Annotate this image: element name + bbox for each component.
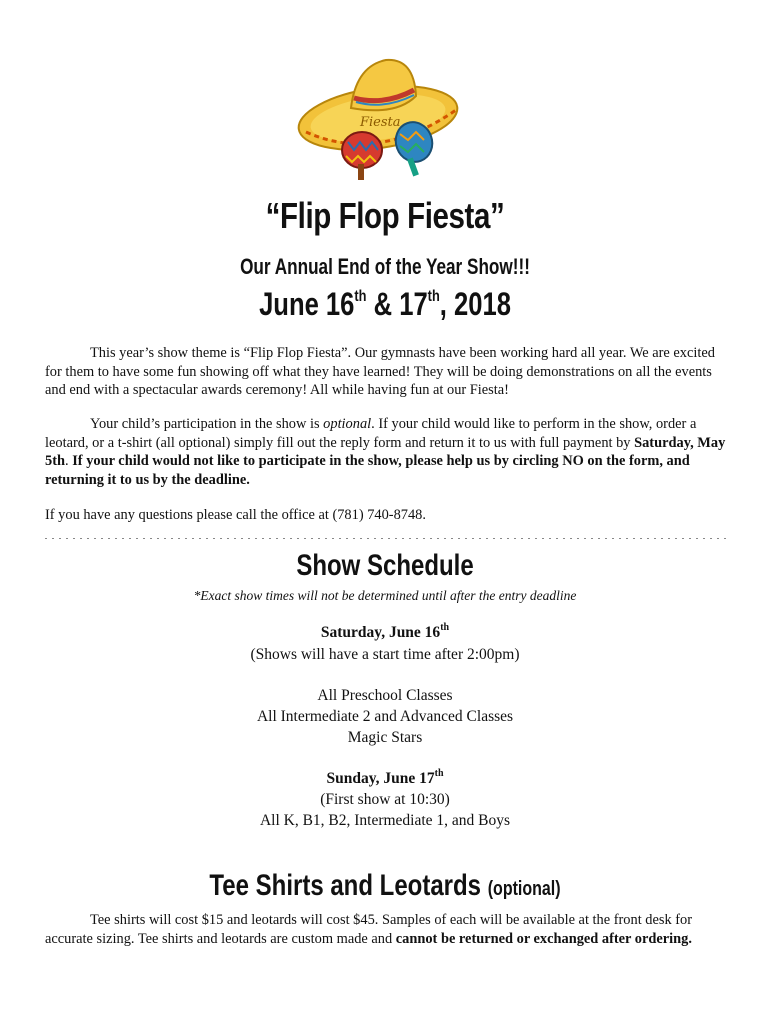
participation-text-c: . <box>65 453 73 469</box>
opt-out-instructions: If your child would not like to participate in the show, please help us by circling NO on the form, and returning it to us by the deadline. <box>45 453 690 488</box>
participation-text-a: Your child’s participation in the show is <box>90 416 324 432</box>
saturday-day-sup: th <box>440 622 450 633</box>
tee-shirts-paragraph <box>45 911 729 948</box>
date-part-3: , 2018 <box>439 286 511 322</box>
saturday-class: All Intermediate 2 and Advanced Classes <box>256 708 514 725</box>
participation-text-b: . If your child would like to perform in the show, order a leotard, or a t-shirt (all optional) simply fill out the reply form and return it to us with full payment by <box>45 416 697 451</box>
intro-text: This year’s show theme is “Flip Flop Fiesta”. Our gymnasts have been working hard all year. We are excited for them to have some fun showing off what they have learned! They will be doing demonstrations on all the events and end with a spectacular awards ceremony! All while having fun at our Fiesta! <box>45 345 715 398</box>
sombrero-maracas-logo <box>296 46 474 186</box>
saturday-class: Magic Stars <box>347 729 423 746</box>
date-sup-1: th <box>354 288 367 305</box>
no-returns-notice: cannot be returned or exchanged after ordering. <box>395 930 692 947</box>
logo-script-text: Fiesta <box>360 115 401 130</box>
page-title: “Flip Flop Fiesta” <box>265 195 505 236</box>
optional-emphasis: optional <box>323 416 372 432</box>
sunday-day-sup: th <box>434 768 444 779</box>
sunday-time: (First show at 10:30) <box>320 791 450 808</box>
tee-text: Tee shirts will cost $15 and leotards will cost $45. Samples of each will be available at the front desk for accurate sizing. Tee shirts and leotards are custom made and <box>45 912 693 947</box>
saturday-class: All Preschool Classes <box>317 687 453 704</box>
sunday-heading <box>0 769 770 789</box>
saturday-time: (Shows will have a start time after 2:00pm) <box>250 646 520 663</box>
date-sup-2: th <box>427 288 440 305</box>
dotted-divider <box>45 536 729 542</box>
sunday-class: All K, B1, B2, Intermediate 1, and Boys <box>259 812 511 829</box>
deadline-date: Saturday, May 5th <box>45 434 726 469</box>
contact-paragraph: If you have any questions please call the office at (781) 740-8748. <box>45 507 426 523</box>
tee-shirts-heading <box>77 868 693 907</box>
tee-heading-text: Tee Shirts and Leotards <box>209 869 482 902</box>
participation-paragraph <box>45 415 729 489</box>
tee-heading-optional: (optional) <box>487 878 561 900</box>
date-part-2: & 17 <box>366 286 428 322</box>
date-part-1: June 16 <box>259 286 355 322</box>
show-schedule-heading: Show Schedule <box>296 549 474 582</box>
sunday-day: Sunday, June 17 <box>326 770 435 787</box>
saturday-heading <box>0 623 770 643</box>
page-subtitle: Our Annual End of the Year Show!!! <box>240 254 530 279</box>
saturday-day: Saturday, June 16 <box>320 624 441 641</box>
show-dates <box>77 284 693 324</box>
intro-paragraph <box>45 344 729 400</box>
schedule-note: *Exact show times will not be determined until after the entry deadline <box>193 588 577 603</box>
